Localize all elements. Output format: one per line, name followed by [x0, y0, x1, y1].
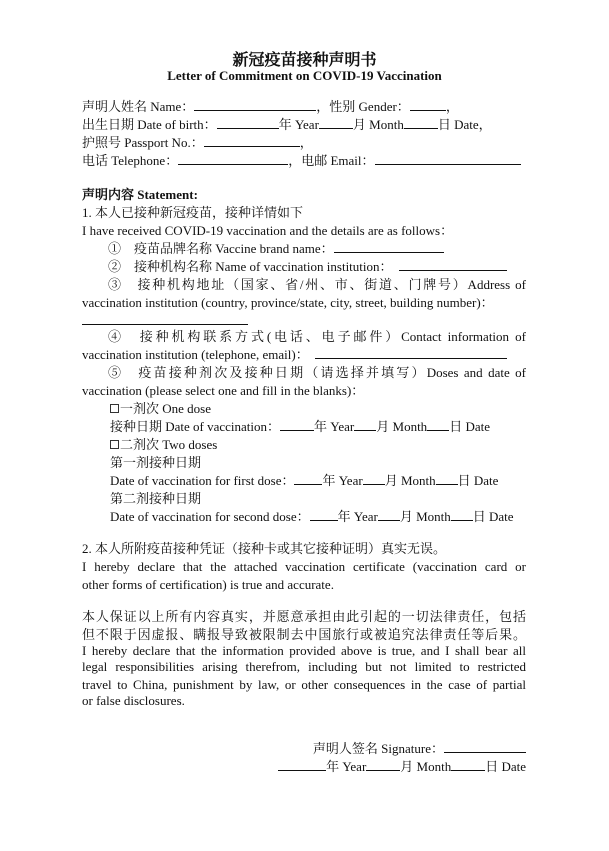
- date-label: 日 Date: [449, 419, 490, 434]
- institution-contact-line: [82, 346, 526, 364]
- vaccine-brand-label: ① 疫苗品牌名称 Vaccine brand name：: [108, 241, 334, 256]
- vaccination-date-label: 接种日期 Date of vaccination：: [110, 419, 281, 434]
- second-dose-year-field[interactable]: [310, 508, 338, 521]
- month-label: 月 Month: [400, 759, 452, 774]
- signature-line: [313, 740, 526, 758]
- second-dose-label: Date of vaccination for second dose：: [110, 509, 310, 524]
- first-dose-date-line: [110, 472, 554, 490]
- one-dose-date-line: [110, 418, 554, 436]
- passport-field[interactable]: [204, 134, 300, 147]
- second-dose-date-line: [110, 508, 554, 526]
- date-label: 日 Date: [485, 759, 526, 774]
- statement-heading: 声明内容 Statement:: [82, 187, 198, 202]
- comma: ，: [445, 99, 459, 114]
- second-dose-cn: 第二剂接种日期: [110, 491, 202, 506]
- year-label: 年 Year: [278, 117, 319, 132]
- month-label: 月 Month: [352, 117, 404, 132]
- second-dose-day-field[interactable]: [451, 508, 473, 521]
- month-label: 月 Month: [376, 419, 428, 434]
- item2-en-1: I hereby declare that the attached vaccination certificate (vaccination card or: [82, 559, 526, 574]
- institution-address-label-1: ③ 接种机构地址（国家、省/州、市、街道、门牌号）Address of: [108, 277, 526, 292]
- first-dose-year-field[interactable]: [294, 472, 322, 485]
- dob-year-field[interactable]: [217, 116, 279, 129]
- month-label: 月 Month: [399, 509, 451, 524]
- year-label: 年 Year: [337, 509, 378, 524]
- declaration-cn-1: 本人保证以上所有内容真实，并愿意承担由此引起的一切法律责任，包括: [82, 609, 526, 624]
- date-label: 日 Date: [457, 473, 499, 488]
- gender-field[interactable]: [410, 98, 446, 111]
- vaccine-brand-line: [108, 240, 526, 258]
- signature-year-field[interactable]: [278, 758, 326, 771]
- gender-label: ，性别 Gender：: [316, 99, 410, 114]
- phone-label: 电话 Telephone：: [82, 153, 179, 168]
- institution-contact-label-1: ④ 接种机构联系方式(电话、电子邮件）Contact information of: [108, 329, 526, 344]
- one-dose-option[interactable]: [110, 400, 554, 418]
- declaration-en-3: travel to China, punishment by law, or other consequences in the case of partial: [82, 677, 526, 692]
- item1-cn: 1. 本人已接种新冠疫苗，接种详情如下: [82, 205, 304, 220]
- first-dose-day-field[interactable]: [436, 472, 458, 485]
- item2-cn: 2. 本人所附疫苗接种凭证（接种卡或其它接种证明）真实无误。: [82, 541, 447, 556]
- email-label: ，电邮 Email：: [288, 153, 375, 168]
- year-label: 年 Year: [322, 473, 363, 488]
- day-label: 日 Date，: [437, 117, 492, 132]
- signature-label: 声明人签名 Signature：: [312, 741, 444, 756]
- item1-en: I have received COVID-19 vaccination and the details are as follows：: [82, 223, 454, 238]
- item2-en-2: other forms of certification) is true and accurate.: [82, 577, 334, 592]
- vaccine-brand-field[interactable]: [334, 240, 444, 253]
- dob-day-field[interactable]: [404, 116, 438, 129]
- month-label: 月 Month: [384, 473, 436, 488]
- email-field[interactable]: [375, 152, 521, 165]
- doses-label-1: ⑤ 疫苗接种剂次及接种日期（请选择并填写）Doses and date of: [108, 365, 526, 380]
- name-field[interactable]: [194, 98, 316, 111]
- institution-contact-label-2: vaccination institution (telephone, email)：: [82, 347, 309, 362]
- institution-address-label-2: vaccination institution (country, province/state, city, street, building number)：: [82, 295, 494, 310]
- name-line: [82, 98, 526, 116]
- signature-field[interactable]: [444, 740, 526, 753]
- signature-month-field[interactable]: [366, 758, 400, 771]
- one-dose-checkbox[interactable]: [110, 404, 119, 413]
- one-dose-day-field[interactable]: [427, 418, 449, 431]
- two-doses-checkbox[interactable]: [110, 440, 119, 449]
- declaration-en-4: or false disclosures.: [82, 693, 185, 708]
- name-label: 声明人姓名 Name：: [82, 99, 195, 114]
- two-doses-option[interactable]: [110, 436, 554, 454]
- institution-name-field[interactable]: [399, 258, 507, 271]
- dob-month-field[interactable]: [319, 116, 353, 129]
- signature-day-field[interactable]: [451, 758, 485, 771]
- passport-line: [82, 134, 526, 152]
- institution-contact-field[interactable]: [315, 346, 507, 359]
- dob-label: 出生日期 Date of birth：: [82, 117, 217, 132]
- institution-name-line: [108, 258, 526, 276]
- signature-date-line: [278, 758, 526, 776]
- declaration-cn-2: 但不限于因虚报、瞒报导致被限制去中国旅行或被追究法律责任等后果。: [82, 627, 526, 642]
- doses-label-2: vaccination (please select one and fill in the blanks)：: [82, 383, 365, 398]
- first-dose-cn: 第一剂接种日期: [110, 455, 202, 470]
- one-dose-year-field[interactable]: [280, 418, 314, 431]
- contact-line: [82, 152, 526, 170]
- first-dose-label: Date of vaccination for first dose：: [110, 473, 295, 488]
- comma: ，: [299, 135, 313, 150]
- declaration-en-1: I hereby declare that the information provided above is true, and I shall bear all: [82, 643, 526, 658]
- declaration-en-2: legal responsibilities arising therefrom, including but not limited to restricted: [82, 659, 526, 674]
- year-label: 年 Year: [314, 419, 355, 434]
- first-dose-month-field[interactable]: [363, 472, 385, 485]
- passport-label: 护照号 Passport No.：: [82, 135, 204, 150]
- second-dose-month-field[interactable]: [378, 508, 400, 521]
- phone-field[interactable]: [178, 152, 288, 165]
- institution-address-field[interactable]: [82, 312, 248, 325]
- year-label: 年 Year: [326, 759, 367, 774]
- title-chinese: 新冠疫苗接种声明书: [232, 52, 377, 69]
- one-dose-month-field[interactable]: [354, 418, 376, 431]
- institution-name-label: ② 接种机构名称 Name of vaccination institution：: [108, 259, 393, 274]
- two-doses-label: 二剂次 Two doses: [120, 437, 218, 452]
- title-english: Letter of Commitment on COVID-19 Vaccination: [167, 68, 442, 83]
- one-dose-label: 一剂次 One dose: [120, 401, 211, 416]
- dob-line: [82, 116, 526, 134]
- date-label: 日 Date: [472, 509, 514, 524]
